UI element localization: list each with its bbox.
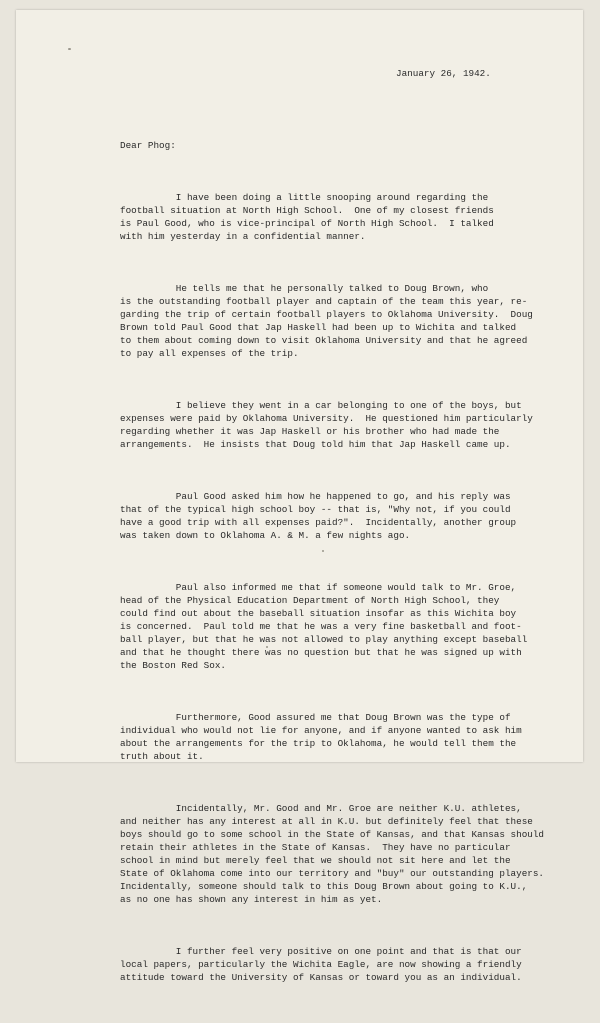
letter-page	[16, 10, 583, 983]
letter-paragraph-5: Paul also informed me that if someone would talk to Mr. Groe, head of the Physical Education Department of North High School, they could find out about the baseball situation insofar as this Wichita boy is concerned. Paul told me that he was a very fine basketball and foot- ball player, but that he was not allowed to play anything except baseball and that he thought there was no question but that he was signed up with the Boston Red Sox.	[120, 582, 528, 671]
letter-paragraph-6: Furthermore, Good assured me that Doug Brown was the type of individual who would not lie for anyone, and if anyone wanted to ask him about the arrangements for the trip to Oklahoma, he would tell them the truth about it.	[120, 712, 522, 762]
letter-paragraph-4: Paul Good asked him how he happened to go, and his reply was that of the typical high school boy -- that is, "Why not, if you could have a good trip with all expenses paid?". Incidentally, another group was taken down to Oklahoma A. & M. a few nights ago.	[120, 491, 517, 541]
letter-paragraph-3: I believe they went in a car belonging to one of the boys, but expenses were paid by Oklahoma University. He questioned him particularly regarding whether it was Jap Haskell or his brother who had made the arrangements. He insists that Doug told him that Jap Haskell came up.	[120, 400, 533, 450]
letter-paragraph-1: I have been doing a little snooping around regarding the football situation at North High School. One of my closest friends is Paul Good, who is vice-principal of North High School. I talked with him yesterday in a confidential manner.	[120, 192, 494, 242]
letter-body	[120, 165, 550, 1023]
letter-paragraph-2: He tells me that he personally talked to Doug Brown, who is the outstanding football player and captain of the team this year, re- garding the trip of certain football players to Oklahoma University. Doug Brown told Paul Good that Jap Haskell had been up to Wichita and talked to them about coming down to visit Oklahoma University and that he agreed to pay all expenses of the trip.	[120, 283, 533, 359]
letter-paragraph-7: Incidentally, Mr. Good and Mr. Groe are neither K.U. athletes, and neither has any interest at all in K.U. but definitely feel that these boys should go to some school in the State of Kansas, and that Kansas should retain their athletes in the State of Kansas. They have no particular school in mind but merely feel that we should not sit here and let the State of Oklahoma come into our territory and "buy" our outstanding players. Incidentally, someone should talk to this Doug Brown about going to K.U., as no one has shown any interest in him as yet.	[120, 803, 545, 905]
letter-paragraph-8: I further feel very positive on one point and that is that our local papers, particularly the Wichita Eagle, are now showing a friendly attitude toward the University of Kansas or toward you as an individual.	[120, 946, 522, 983]
letter-date: January 26, 1942.	[396, 68, 491, 79]
letter-salutation: Dear Phog:	[120, 140, 176, 151]
paper-speck	[68, 48, 71, 50]
